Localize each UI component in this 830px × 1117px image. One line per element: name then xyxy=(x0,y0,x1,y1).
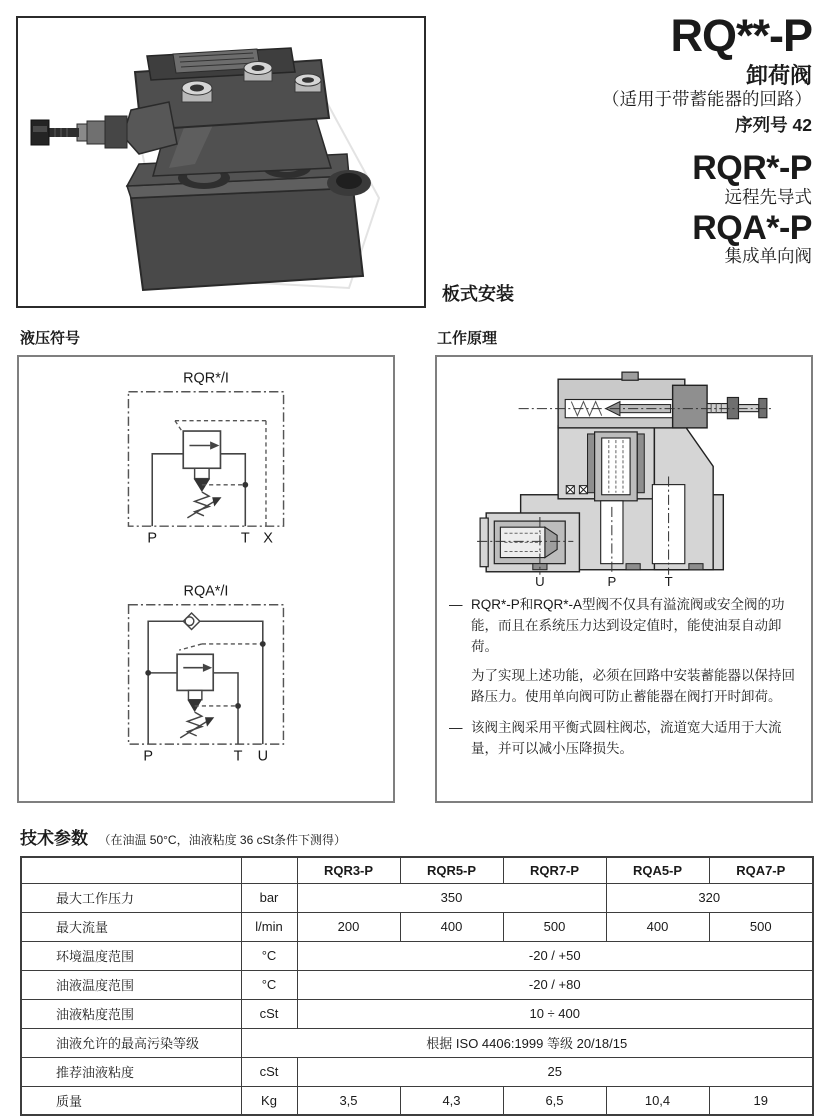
col-header-rqa7p: RQA7-P xyxy=(709,857,813,883)
header-empty-cell xyxy=(21,857,241,883)
mounting-type-label: 板式安装 xyxy=(442,284,514,304)
row-unit: bar xyxy=(241,883,297,912)
port-label-p: P xyxy=(147,530,158,547)
section-port-p: P xyxy=(607,573,617,587)
specs-header-row xyxy=(21,857,813,883)
hydraulic-symbol-rqa-diagram xyxy=(101,582,311,772)
value-cell: 10 ÷ 400 xyxy=(297,999,813,1028)
value-cell: -20 / +50 xyxy=(297,941,813,970)
symbol-rqa-label: RQA*/I xyxy=(183,583,229,600)
row-unit: cSt xyxy=(241,999,297,1028)
row-label: 质量 xyxy=(21,1086,241,1115)
variant1-code: RQR*-P xyxy=(692,149,812,188)
model-code: RQ**-P xyxy=(670,10,812,61)
port-label-p: P xyxy=(143,748,153,765)
valve-cross-section xyxy=(472,365,776,587)
symbol-rqr xyxy=(19,369,393,556)
specs-title: 技术参数 xyxy=(20,829,88,848)
socket-screw xyxy=(182,81,212,102)
col-header-rqr7p: RQR7-P xyxy=(503,857,606,883)
col-header-rqr5p: RQR5-P xyxy=(400,857,503,883)
col-header-rqr3p: RQR3-P xyxy=(297,857,400,883)
value-cell: 400 xyxy=(606,912,709,941)
value-cell: 根据 ISO 4406:1999 等级 20/18/15 xyxy=(241,1028,813,1057)
row-label: 油液温度范围 xyxy=(21,970,241,999)
specs-subtitle: （在油温 50°C，油液粘度 36 cSt条件下测得） xyxy=(98,833,346,847)
spec-row-mass xyxy=(21,1086,813,1115)
row-label: 油液允许的最高污染等级 xyxy=(21,1028,241,1057)
col-header-rqa5p: RQA5-P xyxy=(606,857,709,883)
value-cell: 350 xyxy=(297,883,606,912)
spec-row-ambient-temp xyxy=(21,941,813,970)
model-note: （适用于带蓄能器的回路） xyxy=(602,89,812,110)
section-port-u: U xyxy=(535,573,545,587)
row-label: 最大流量 xyxy=(21,912,241,941)
value-cell: 500 xyxy=(503,912,606,941)
spec-row-fluid-temp xyxy=(21,970,813,999)
title-block xyxy=(602,12,812,266)
value-cell: 3,5 xyxy=(297,1086,400,1115)
model-subtitle: 卸荷阀 xyxy=(745,62,812,88)
socket-screw xyxy=(244,62,272,82)
port-label-x: X xyxy=(263,530,273,547)
row-unit: °C xyxy=(241,970,297,999)
header-empty-cell xyxy=(241,857,297,883)
row-label: 环境温度范围 xyxy=(21,941,241,970)
specs-heading xyxy=(20,824,346,849)
bullet-text: RQR*-P和RQR*-A型阀不仅具有溢流阀或安全阀的功能，而且在系统压力达到设定值时，能使油泵自动卸荷。 xyxy=(471,597,785,654)
series-number: 序列号 42 xyxy=(735,115,812,136)
port-label-t: T xyxy=(240,530,250,547)
value-cell: 4,3 xyxy=(400,1086,503,1115)
row-unit: Kg xyxy=(241,1086,297,1115)
row-label: 推荐油液粘度 xyxy=(21,1057,241,1086)
value-cell: 6,5 xyxy=(503,1086,606,1115)
spec-row-pressure xyxy=(21,883,813,912)
value-cell: 500 xyxy=(709,912,813,941)
port-label-u: U xyxy=(257,748,269,765)
spec-row-contamination xyxy=(21,1028,813,1057)
symbols-section-title: 液压符号 xyxy=(20,330,81,347)
spec-row-viscosity-range xyxy=(21,999,813,1028)
value-cell: -20 / +80 xyxy=(297,970,813,999)
valve-photo xyxy=(19,18,423,304)
principle-bullets xyxy=(437,587,811,759)
specs-table xyxy=(20,856,814,1116)
symbol-rqr-label: RQR*/I xyxy=(183,370,229,387)
value-cell: 10,4 xyxy=(606,1086,709,1115)
value-cell: 200 xyxy=(297,912,400,941)
principle-bullet-1-cont: 为了实现上述功能，必须在回路中安装蓄能器以保持回路压力。使用单向阀可防止蓄能器在阀打开时卸荷。 xyxy=(471,667,795,704)
port-label-t: T xyxy=(233,748,243,765)
hydraulic-symbol-rqr-diagram xyxy=(101,369,311,551)
value-cell: 19 xyxy=(709,1086,813,1115)
row-label: 最大工作压力 xyxy=(21,883,241,912)
value-cell: 320 xyxy=(606,883,813,912)
variant1-subtitle: 远程先导式 xyxy=(724,186,812,207)
bullet-dash: — xyxy=(449,719,463,735)
variant2-code: RQA*-P xyxy=(692,208,812,247)
row-unit: l/min xyxy=(241,912,297,941)
symbol-rqa xyxy=(19,582,393,777)
spec-row-flow xyxy=(21,912,813,941)
principle-section-title: 工作原理 xyxy=(437,330,498,347)
bullet-dash: — xyxy=(449,597,463,612)
section-port-t: T xyxy=(664,573,673,587)
principle-panel xyxy=(435,355,813,803)
variant2-subtitle: 集成单向阀 xyxy=(724,246,812,267)
principle-bullet-1 xyxy=(449,595,799,658)
value-cell: 25 xyxy=(297,1057,813,1086)
row-unit: cSt xyxy=(241,1057,297,1086)
value-cell: 400 xyxy=(400,912,503,941)
row-unit: °C xyxy=(241,941,297,970)
socket-screw xyxy=(295,74,321,92)
row-label: 油液粘度范围 xyxy=(21,999,241,1028)
principle-bullet-2 xyxy=(449,718,799,760)
bullet-text: 该阀主阀采用平衡式圆柱阀芯，流道宽大适用于大流量，并可以减小压降损失。 xyxy=(471,719,782,756)
symbols-panel xyxy=(17,355,395,803)
product-photo-frame xyxy=(16,16,426,308)
spec-row-recommended-viscosity xyxy=(21,1057,813,1086)
